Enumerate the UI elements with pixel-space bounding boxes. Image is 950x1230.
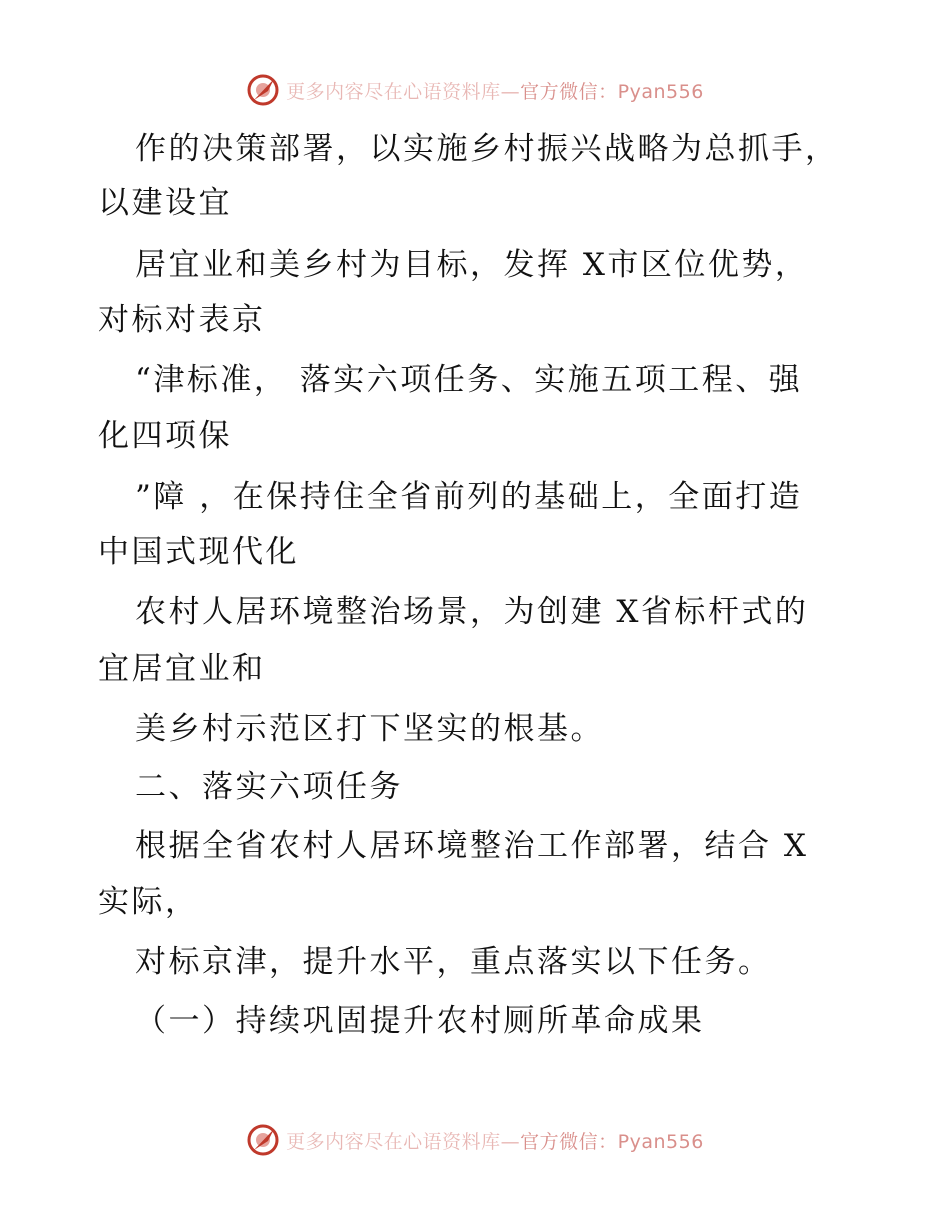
body-line: 宜居宜业和 — [98, 651, 266, 687]
body-line: 美乡村示范区打下坚实的根基。 — [135, 711, 604, 747]
body-line: 实际， — [98, 884, 199, 920]
footer-banner-dash: — — [500, 1130, 521, 1153]
body-line: 对标对表京 — [98, 302, 266, 338]
header-watermark-banner — [0, 70, 950, 110]
body-line: 居宜业和美乡村为目标，发挥 X市区位优势， — [135, 247, 809, 283]
footer-banner-text — [286, 1127, 704, 1154]
body-line: 以建设宜 — [98, 185, 232, 221]
footer-banner-tail: 官方微信：Pyan556 — [520, 1130, 704, 1153]
body-line: 中国式现代化 — [98, 534, 299, 570]
body-line: “津标准， 落实六项任务、实施五项工程、强 — [135, 362, 803, 398]
body-line: 化四项保 — [98, 418, 232, 454]
subsection-heading: （一）持续巩固提升农村厕所革命成果 — [135, 1003, 705, 1039]
footer-banner-main: 更多内容尽在心语资料库 — [286, 1130, 501, 1153]
body-line: 根据全省农村人居环境整治工作部署，结合 X — [135, 828, 809, 864]
quill-logo-icon — [246, 73, 280, 107]
body-line: 农村人居环境整治场景，为创建 X省标杆式的 — [135, 594, 809, 630]
footer-watermark-banner — [0, 1120, 950, 1160]
body-line: 作的决策部署，以实施乡村振兴战略为总抓手， — [135, 131, 839, 167]
body-line: ”障 ，在保持住全省前列的基础上，全面打造 — [135, 479, 803, 515]
quill-logo-icon — [246, 1123, 280, 1157]
header-banner-tail: 官方微信：Pyan556 — [520, 80, 704, 103]
header-banner-text — [286, 77, 704, 104]
body-line: 对标京津，提升水平，重点落实以下任务。 — [135, 944, 772, 980]
header-banner-main: 更多内容尽在心语资料库 — [286, 80, 501, 103]
header-banner-dash: — — [500, 80, 521, 103]
section-heading: 二、落实六项任务 — [135, 769, 403, 805]
